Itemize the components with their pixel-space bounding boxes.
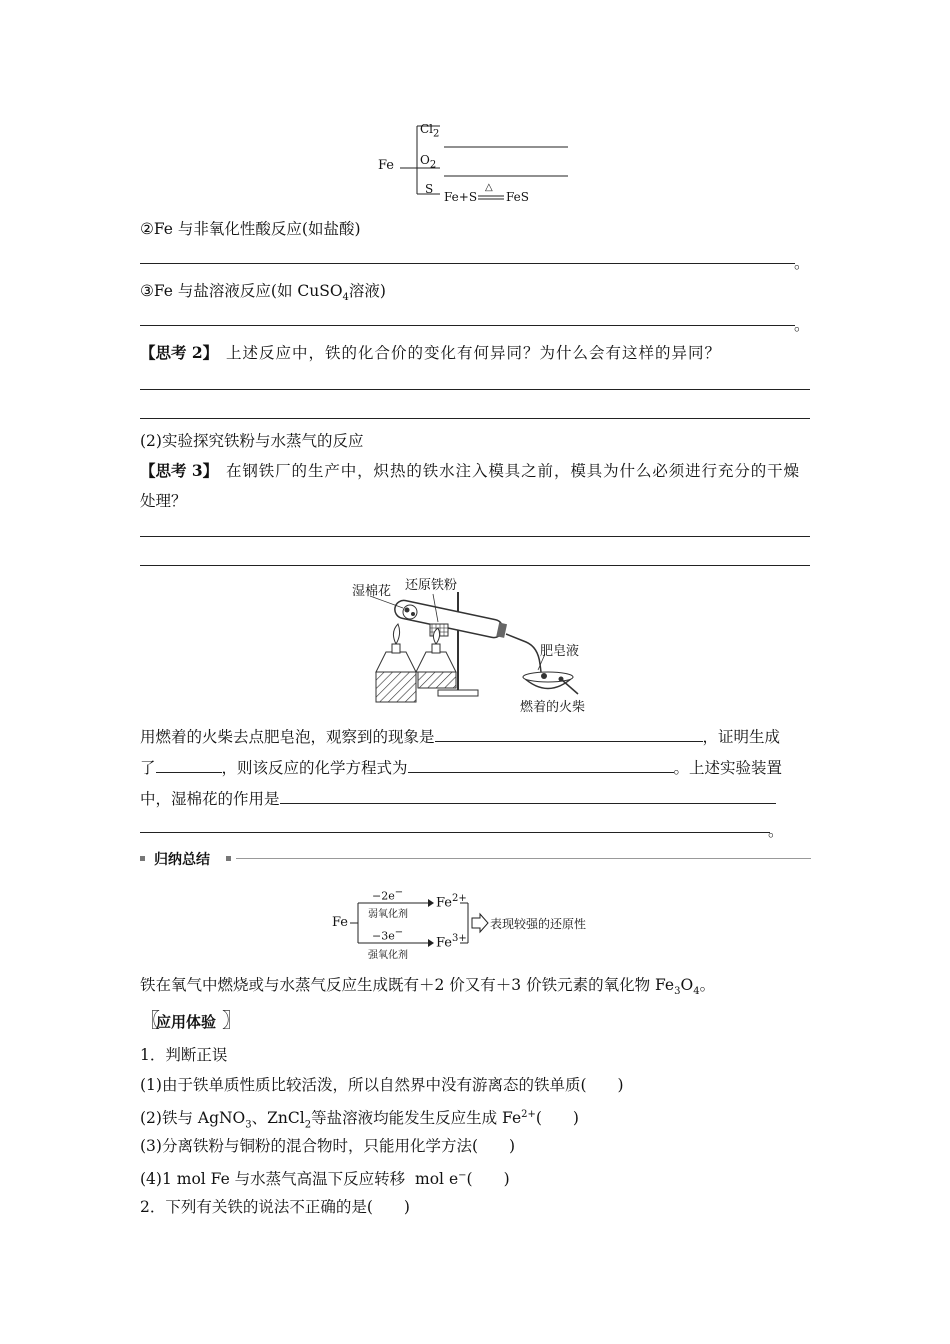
electron-loss-2: −2e− [372, 887, 404, 903]
s-label: S [425, 182, 434, 196]
answer-line[interactable] [140, 536, 810, 537]
question-1-1: (1)由于铁单质性质比较活泼，所以自然界中没有游离态的铁单质( ) [140, 1076, 624, 1094]
blank[interactable] [408, 758, 674, 773]
label-reduced-iron: 还原铁粉 [405, 578, 458, 593]
answer-line[interactable] [140, 263, 795, 264]
cl2-label: $Cl_2$ [420, 122, 440, 140]
fill-line-1: 用燃着的火柴去点肥皂泡，观察到的现象是 ，证明生成 [140, 728, 781, 746]
label-match: 燃着的火柴 [520, 700, 586, 715]
think-3-label: 【思考 3】 [140, 461, 211, 480]
think-3-text-cont: 处理？ [140, 492, 187, 510]
square-bullet-icon [140, 856, 145, 861]
bracket-right-icon: 〗 [222, 1008, 242, 1032]
diagram-lines [370, 118, 590, 210]
header-rule [236, 858, 811, 859]
blank[interactable] [435, 727, 703, 742]
fe-label: Fe [378, 158, 395, 173]
section-2-title: (2)实验探究铁粉与水蒸气的反应 [140, 432, 364, 450]
fe-oxidation-diagram [330, 885, 620, 965]
heat-symbol: △ [485, 182, 493, 193]
electron-loss-3: −3e− [372, 927, 404, 943]
experiment-apparatus [348, 572, 618, 717]
blank[interactable] [156, 758, 222, 773]
question-2: 2．下列有关铁的说法不正确的是( ) [140, 1198, 410, 1216]
period: 。 [768, 822, 784, 840]
answer-line[interactable] [140, 325, 795, 326]
fe-reaction-diagram [370, 118, 590, 210]
fe3-product: $Fe^{3+}$ [436, 933, 467, 951]
think-3-text: 在钢铁厂的生产中，炽热的铁水注入模具之前，模具为什么必须进行充分的干燥 [225, 462, 800, 480]
weak-oxidant-label: 弱氧化剂 [368, 909, 408, 920]
fe-label: Fe [332, 915, 349, 930]
fe2-product: $Fe^{2+}$ [436, 893, 467, 911]
question-1-3: (3)分离铁粉与铜粉的混合物时，只能用化学方法( ) [140, 1137, 516, 1155]
apply-title: 应用体验 [156, 1013, 217, 1031]
think-2-text: 上述反应中，铁的化合价的变化有何异同？为什么会有这样的异同？ [225, 344, 721, 362]
question-1-2: (2)铁与 AgNO$_3$、ZnCl$_2$等盐溶液均能发生反应生成 $Fe^{2+}$( ) [140, 1109, 579, 1131]
period: 。 [794, 254, 810, 272]
blank[interactable] [280, 789, 776, 804]
fe-s-equation-left: Fe+S [444, 190, 478, 204]
answer-line[interactable] [140, 565, 810, 566]
strong-oxidant-label: 强氧化剂 [368, 950, 408, 961]
answer-line[interactable] [140, 418, 810, 419]
question-1-4: (4)1 mol Fe 与水蒸气高温下反应转移 mol e−( ) [140, 1170, 510, 1189]
fill-line-3: 中，湿棉花的作用是 [140, 788, 776, 810]
period: 。 [794, 316, 810, 334]
fe-s-equation-right: FeS [506, 190, 529, 204]
summary-header [140, 852, 812, 868]
think-2 [140, 342, 721, 364]
summary-text: 铁在氧气中燃烧或与水蒸气反应生成既有＋2 价又有＋3 价铁元素的氧化物 $Fe_3O_4$。 [140, 976, 716, 998]
question-1: 1．判断正误 [140, 1046, 228, 1064]
summary-title: 归纳总结 [154, 852, 210, 868]
answer-line[interactable] [140, 389, 810, 390]
label-wet-cotton: 湿棉花 [352, 584, 392, 599]
label-soap: 肥皂液 [540, 644, 580, 659]
item-2-text: ②Fe 与非氧化性酸反应(如盐酸) [140, 220, 361, 238]
square-bullet-icon [226, 856, 231, 861]
bracket-left-icon: 〖 [140, 1008, 160, 1032]
think-3 [140, 460, 800, 482]
fill-line-2: 了 ，则该反应的化学方程式为 。上述实验装置 [140, 759, 783, 777]
think-2-label: 【思考 2】 [140, 343, 211, 362]
answer-line[interactable] [140, 832, 770, 833]
reducing-property-label: 表现较强的还原性 [490, 917, 587, 931]
item-3-text: ③Fe 与盐溶液反应(如 CuSO$_4$溶液) [140, 282, 386, 304]
o2-label: $O_2$ [420, 153, 437, 171]
